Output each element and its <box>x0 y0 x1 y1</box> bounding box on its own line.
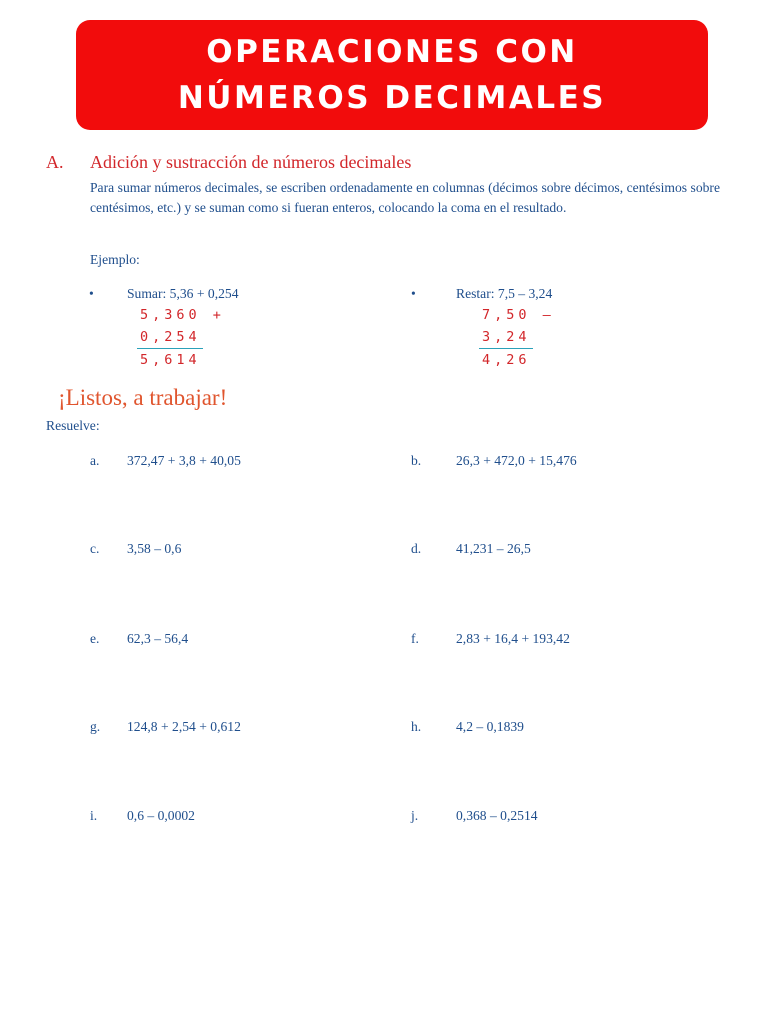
sum-row-1: 5,360 + <box>140 307 225 323</box>
exercise-f-label: f. <box>411 631 419 646</box>
exercise-f-problem: 2,83 + 16,4 + 193,42 <box>456 631 570 646</box>
exercise-b-problem: 26,3 + 472,0 + 15,476 <box>456 453 577 468</box>
section-letter: A. <box>46 152 64 172</box>
exercise-a-label: a. <box>90 453 100 468</box>
exercise-h-label: h. <box>411 719 422 734</box>
sum-result: 5,614 <box>140 352 201 368</box>
sub-row-2: 3,24 <box>482 329 531 345</box>
exercise-c-label: c. <box>90 541 100 556</box>
bullet-sub: • <box>411 286 416 301</box>
exercise-e-label: e. <box>90 631 100 646</box>
section-paragraph: Para sumar números decimales, se escriben ordenadamente en columnas (décimos sobre décimos, centésimos sobre centésimos, etc.) y se suman como si fueran enteros, colocando la coma en el resultado. <box>90 180 720 215</box>
exercise-e-problem: 62,3 – 56,4 <box>127 631 189 646</box>
exercise-d-problem: 41,231 – 26,5 <box>456 541 531 556</box>
exercise-b-label: b. <box>411 453 422 468</box>
sub-result-line <box>479 348 533 349</box>
sum-result-line <box>137 348 203 349</box>
title-banner <box>76 20 708 130</box>
bullet-sum: • <box>89 286 94 301</box>
practice-heading: ¡Listos, a trabajar! <box>58 385 228 410</box>
exercise-g-problem: 124,8 + 2,54 + 0,612 <box>127 719 241 734</box>
example-sub-text: Restar: 7,5 – 3,24 <box>456 286 553 301</box>
exercise-j-problem: 0,368 – 0,2514 <box>456 808 538 823</box>
practice-instruction: Resuelve: <box>46 418 100 433</box>
sub-row-1: 7,50 – <box>482 307 555 323</box>
exercise-d-label: d. <box>411 541 422 556</box>
example-sum-text: Sumar: 5,36 + 0,254 <box>127 286 239 301</box>
exercise-h-problem: 4,2 – 0,1839 <box>456 719 524 734</box>
title-line-1: OPERACIONES CON <box>206 34 578 70</box>
exercise-a-problem: 372,47 + 3,8 + 40,05 <box>127 453 241 468</box>
sum-row-2: 0,254 <box>140 329 201 345</box>
title-line-2: NÚMEROS DECIMALES <box>177 80 607 116</box>
example-label: Ejemplo: <box>90 252 140 267</box>
exercise-i-label: i. <box>90 808 98 823</box>
exercise-c-problem: 3,58 – 0,6 <box>127 541 182 556</box>
exercise-g-label: g. <box>90 719 101 734</box>
section-title: Adición y sustracción de números decimales <box>90 152 412 172</box>
exercise-j-label: j. <box>411 808 419 823</box>
sub-result: 4,26 <box>482 352 531 368</box>
exercise-i-problem: 0,6 – 0,0002 <box>127 808 195 823</box>
